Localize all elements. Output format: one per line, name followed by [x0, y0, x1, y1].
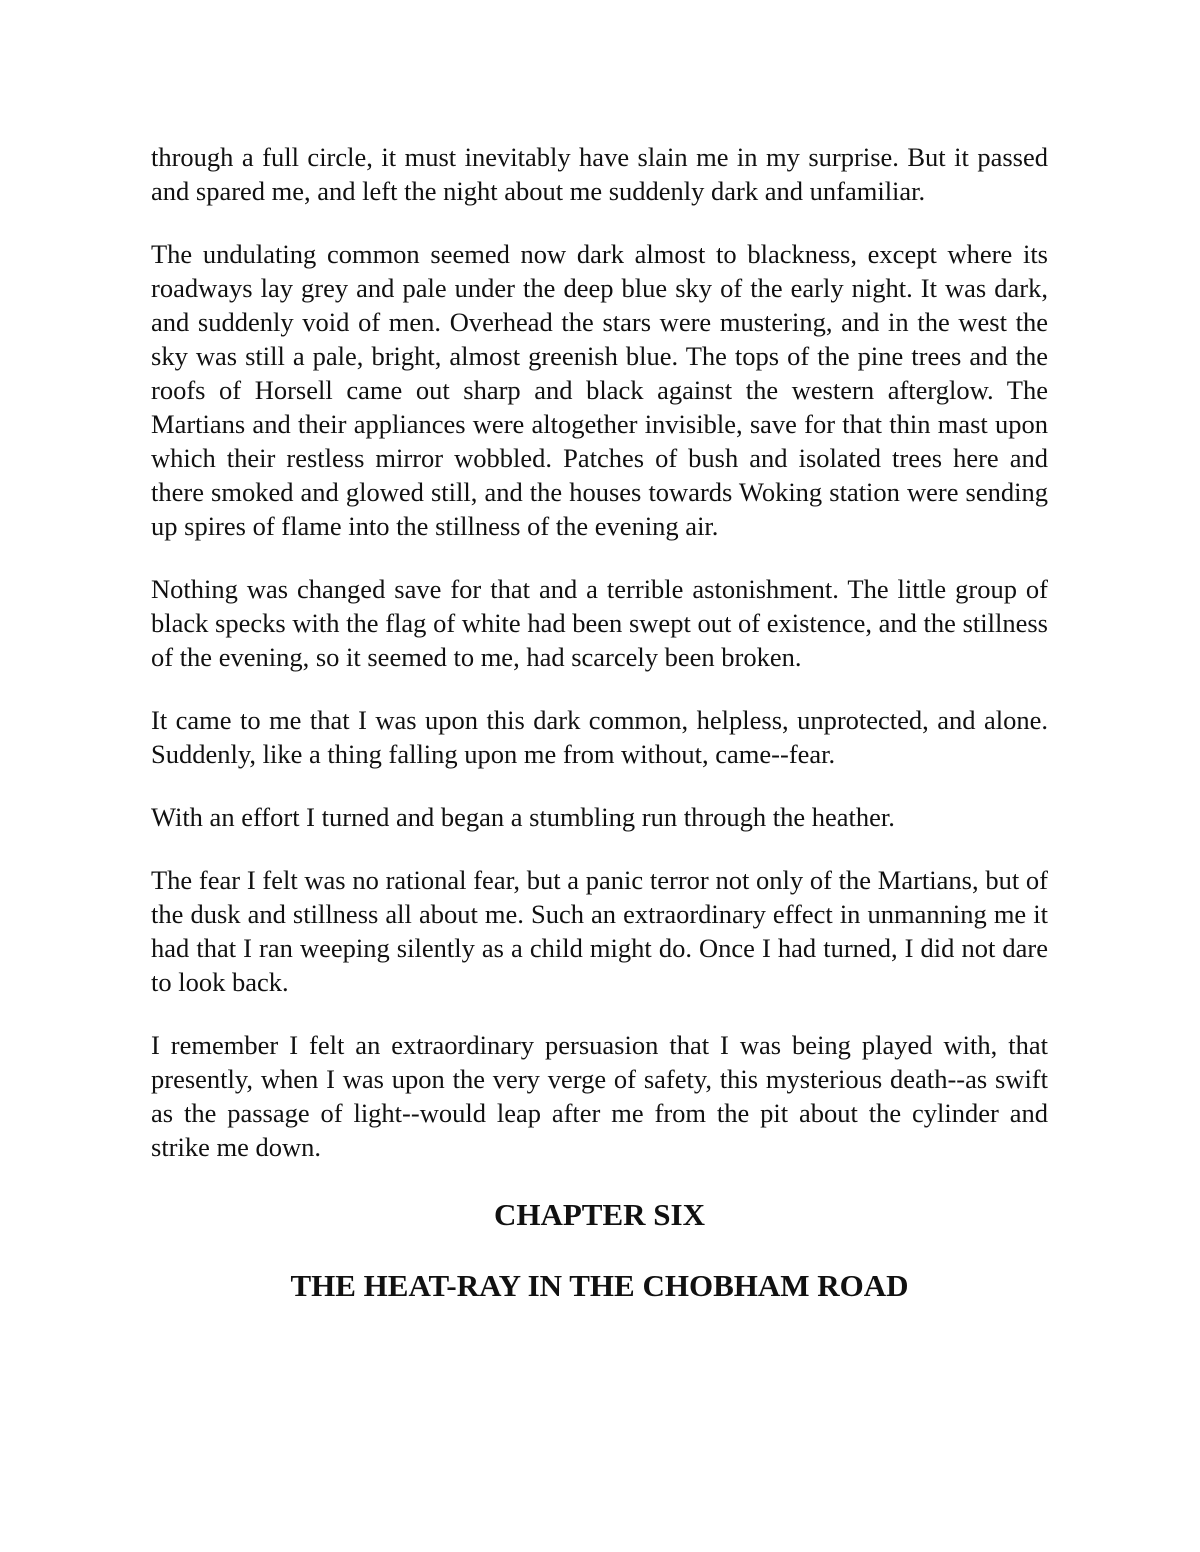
- paragraph-7: I remember I felt an extraordinary persuasion that I was being played with, that presently, when I was upon the very verge of safety, this mysterious death--as swift as the passage of light--would leap after me from the pit about the cylinder and strike me down.: [151, 1030, 1048, 1162]
- paragraph-4: It came to me that I was upon this dark common, helpless, unprotected, and alone. Suddenly, like a thing falling upon me from without, came--fear.: [151, 705, 1048, 769]
- paragraph-2: The undulating common seemed now dark almost to blackness, except where its roadways lay grey and pale under the deep blue sky of the early night. It was dark, and suddenly void of men. Overhead the stars were mustering, and in the west the sky was still a pale, bright, almost greenish blue. The tops of the pine trees and the roofs of Horsell came out sharp and black against the western afterglow. The Martians and their appliances were altogether invisible, save for that thin mast upon which their restless mirror wobbled. Patches of bush and isolated trees here and there smoked and glowed still, and the houses towards Woking station were sending up spires of flame into the stillness of the evening air.: [151, 239, 1048, 541]
- paragraph-1: through a full circle, it must inevitably have slain me in my surprise. But it passed and spared me, and left the night about me suddenly dark and unfamiliar.: [151, 142, 1048, 206]
- paragraph-5: With an effort I turned and began a stumbling run through the heather.: [151, 802, 895, 832]
- paragraph-3: Nothing was changed save for that and a terrible astonishment. The little group of black specks with the flag of white had been swept out of existence, and the stillness of the evening, so it seemed to me, had scarcely been broken.: [151, 574, 1048, 672]
- paragraph-6: The fear I felt was no rational fear, but a panic terror not only of the Martians, but of the dusk and stillness all about me. Such an extraordinary effect in unmanning me it had that I ran weeping silently as a child might do. Once I had turned, I did not dare to look back.: [151, 865, 1048, 997]
- document-page: [151, 140, 1048, 1305]
- chapter-title-heading: THE HEAT-RAY IN THE CHOBHAM ROAD: [290, 1268, 909, 1303]
- chapter-number-heading: CHAPTER SIX: [493, 1197, 705, 1232]
